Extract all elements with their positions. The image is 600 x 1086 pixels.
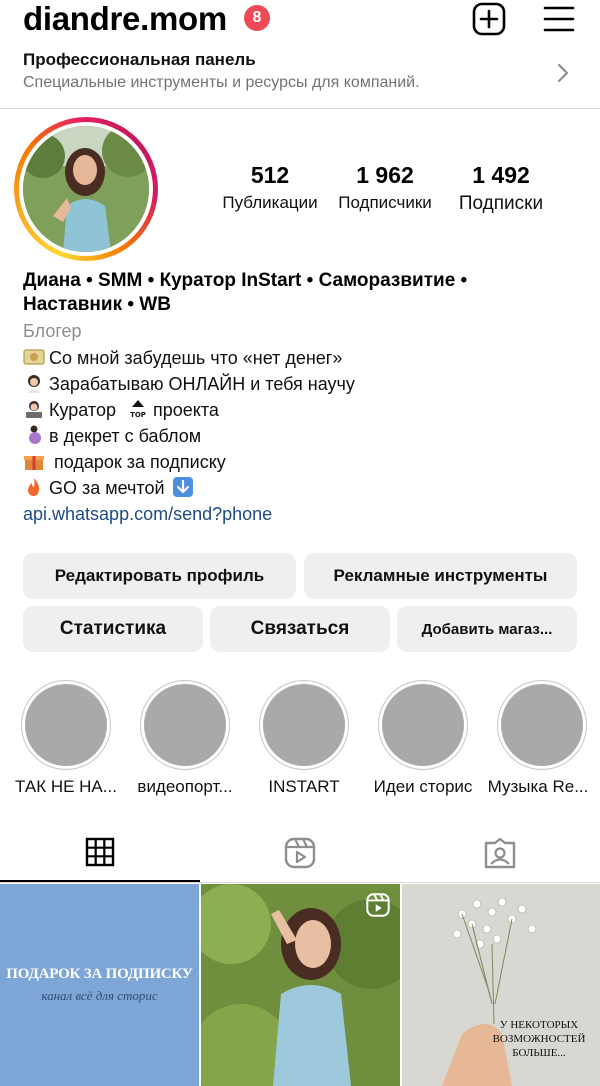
highlight-label: ТАК НЕ НА... [15, 777, 117, 796]
professional-dashboard-banner[interactable] [0, 44, 600, 109]
highlight-ring[interactable] [140, 680, 230, 770]
highlight-label: INSTART [268, 777, 340, 796]
pro-panel-title: Профессиональная панель [23, 50, 256, 69]
hamburger-menu-icon[interactable] [542, 2, 576, 36]
profile-username[interactable]: diandre.mom [23, 0, 227, 37]
avatar-photo [23, 126, 149, 252]
notification-badge: 8 [244, 5, 270, 31]
money-icon [23, 347, 45, 367]
highlight-ring[interactable] [21, 680, 111, 770]
avatar[interactable] [23, 126, 149, 252]
tabs-divider [0, 882, 600, 883]
svg-text:TOP: TOP [130, 411, 146, 419]
posts-count[interactable]: 512 [250, 162, 290, 188]
profile-name [23, 269, 583, 317]
fire-icon [23, 477, 45, 497]
reels-icon[interactable] [283, 836, 317, 870]
bio-line [23, 475, 198, 501]
pro-panel-subtitle: Специальные инструменты и ресурсы для компаний. [23, 74, 420, 91]
post-title: ПОДАРОК ЗА ПОДПИСКУ [6, 966, 193, 982]
bio-line [23, 397, 219, 423]
bio-line-text: Со мной забудешь что «нет денег» [49, 348, 343, 368]
highlight-ring[interactable] [497, 680, 587, 770]
bio-line [23, 449, 226, 475]
bio-link[interactable]: api.whatsapp.com/send?phone [23, 504, 273, 524]
post-thumbnail[interactable] [201, 884, 400, 1086]
highlight-ring[interactable] [378, 680, 468, 770]
bio-line [23, 345, 342, 371]
post-caption: У НЕКОТОРЫХ ВОЗМОЖНОСТЕЙ БОЛЬШЕ... [492, 1019, 586, 1059]
bio-line-text: подарок за подписку [49, 452, 226, 472]
post-thumbnail[interactable] [0, 884, 199, 1086]
ad-tools-button[interactable]: Рекламные инструменты [304, 553, 577, 599]
statistics-button[interactable]: Статистика [23, 606, 203, 652]
highlight-cover [382, 684, 464, 766]
bio-line-text: Зарабатываю ОНЛАЙН и тебя научу [49, 374, 355, 394]
profile-name-line1: Диана • SMM • Куратор InStart • Саморазвитие • [23, 270, 468, 291]
gift-icon [23, 451, 45, 471]
pregnant-woman-icon [23, 425, 45, 445]
highlight-ring[interactable] [259, 680, 349, 770]
followers-count[interactable]: 1 962 [356, 162, 414, 188]
posts-label[interactable]: Публикации [222, 193, 318, 212]
highlight-label: видеопорт... [137, 777, 233, 796]
highlight-cover [263, 684, 345, 766]
add-shop-button[interactable]: Добавить магаз... [397, 606, 577, 652]
post-subtitle: канал всё для сторис [41, 988, 158, 1003]
tagged-icon[interactable] [483, 836, 517, 870]
woman-laptop-icon [23, 399, 45, 419]
reels-icon [365, 892, 391, 918]
highlight-label: Музыка Re... [487, 777, 589, 796]
bio-line-text: GO за мечтой [49, 478, 165, 498]
following-count[interactable]: 1 492 [472, 162, 530, 188]
highlight[interactable] [378, 680, 468, 770]
highlight-cover [25, 684, 107, 766]
bio-line-text-2: проекта [153, 400, 219, 420]
followers-label[interactable]: Подписчики [338, 193, 432, 212]
profile-category: Блогер [23, 321, 82, 341]
plus-square-icon[interactable] [472, 2, 506, 36]
highlight[interactable] [259, 680, 349, 770]
grid-icon[interactable] [85, 837, 115, 867]
highlight[interactable] [21, 680, 111, 770]
highlight-cover [144, 684, 226, 766]
bio-line-text: в декрет с баблом [49, 426, 202, 446]
profile-name-line2: Наставник • WB [23, 294, 171, 315]
edit-profile-button[interactable]: Редактировать профиль [23, 553, 296, 599]
down-arrow-icon [172, 477, 194, 497]
highlight-cover [501, 684, 583, 766]
following-label[interactable]: Подписки [458, 193, 544, 214]
woman-icon [23, 373, 45, 393]
chevron-right-icon [556, 62, 570, 84]
highlight[interactable] [497, 680, 587, 770]
contact-button[interactable]: Связаться [210, 606, 390, 652]
bio-line [23, 371, 355, 397]
top-icon [127, 399, 149, 419]
bio-line [23, 423, 201, 449]
bio-line-text: Куратор [49, 400, 116, 420]
post-thumbnail[interactable] [402, 884, 600, 1086]
highlight-label: Идеи сторис [373, 777, 473, 796]
highlight[interactable] [140, 680, 230, 770]
